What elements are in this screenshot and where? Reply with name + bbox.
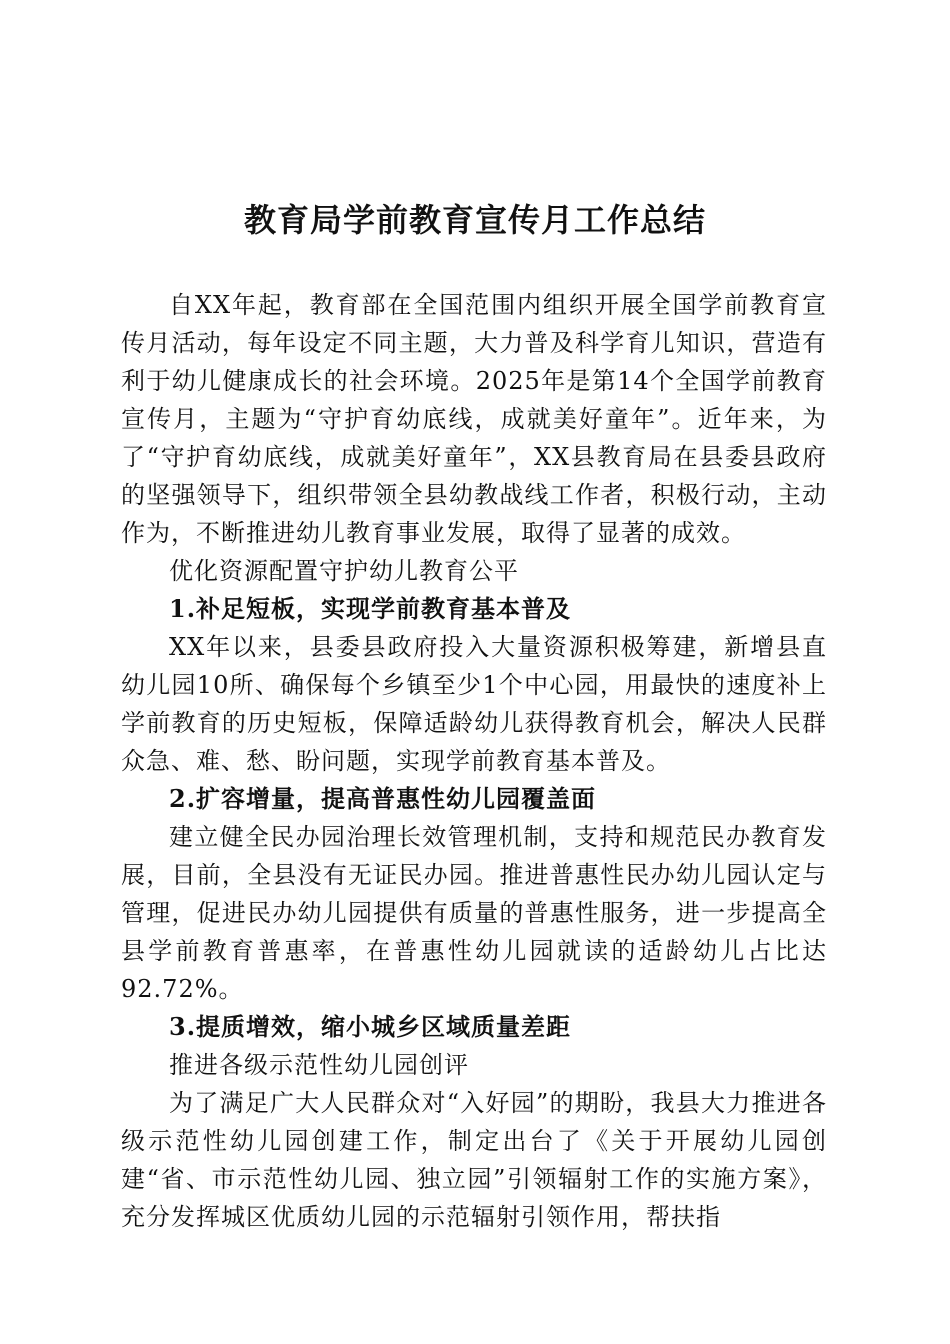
paragraph-1: XX年以来，县委县政府投入大量资源积极筹建，新增县直幼儿园10所、确保每个乡镇至少1个中心园，用最快的速度补上学前教育的历史短板，保障适龄幼儿获得教育机会，解决人民群众急、难、愁、盼问题，实现学前教育基本普及。: [121, 633, 827, 775]
paragraph-3-lead: 推进各级示范性幼儿园创评: [169, 1051, 469, 1079]
paragraph-3: 为了满足广大人民群众对“入好园”的期盼，我县大力推进各级示范性幼儿园创建工作，制定出台了《关于开展幼儿园创建“省、市示范性幼儿园、独立园”引领辐射工作的实施方案》，充分发挥城区优质幼儿园的示范辐射引领作用，帮扶指: [121, 1089, 827, 1231]
section-title-resources: 优化资源配置守护幼儿教育公平: [169, 557, 519, 585]
subheading-3: 3.提质增效，缩小城乡区域质量差距: [169, 1012, 572, 1041]
paragraph-2: 建立健全民办园治理长效管理机制，支持和规范民办教育发展，目前，全县没有无证民办园。推进普惠性民办幼儿园认定与管理，促进民办幼儿园提供有质量的普惠性服务，进一步提高全县学前教育普惠率，在普惠性幼儿园就读的适龄幼儿占比达92.72%。: [121, 823, 827, 1003]
paragraph-intro: 自XX年起，教育部在全国范围内组织开展全国学前教育宣传月活动，每年设定不同主题，大力普及科学育儿知识，营造有利于幼儿健康成长的社会环境。2025年是第14个全国学前教育宣传月，主题为“守护育幼底线，成就美好童年”。近年来，为了“守护育幼底线，成就美好童年”，XX县教育局在县委县政府的坚强领导下，组织带领全县幼教战线工作者，积极行动，主动作为，不断推进幼儿教育事业发展，取得了显著的成效。: [121, 291, 827, 547]
document-title: 教育局学前教育宣传月工作总结: [243, 201, 706, 239]
document-body: [121, 286, 827, 1236]
subheading-1: 1.补足短板，实现学前教育基本普及: [169, 594, 572, 623]
subheading-2: 2.扩容增量，提高普惠性幼儿园覆盖面: [169, 784, 597, 813]
